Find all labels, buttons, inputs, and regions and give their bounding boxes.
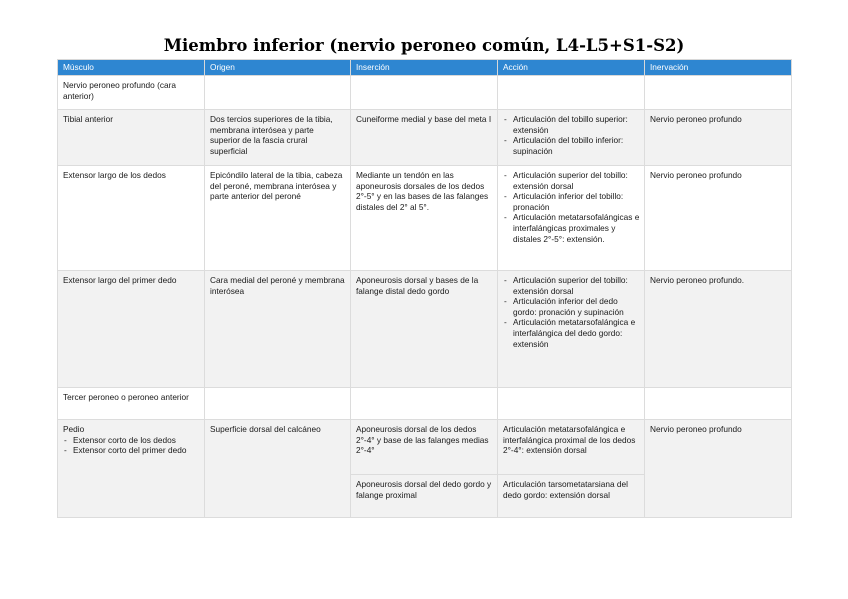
header-musculo: Músculo xyxy=(58,60,205,76)
header-accion: Acción xyxy=(498,60,645,76)
sub-cell-accion: Articulación tarsometatarsiana del dedo gordo: extensión dorsal xyxy=(503,479,628,500)
table-row xyxy=(58,388,792,420)
cell-inervacion: Nervio peroneo profundo xyxy=(645,110,792,166)
cell-insercion: Mediante un tendón en las aponeurosis dorsales de los dedos 2°-5° y en las bases de las falanges distales del 2° al 5°. xyxy=(351,166,498,271)
cell-inervacion: Nervio peroneo profundo xyxy=(645,420,792,518)
cell-inervacion xyxy=(645,388,792,420)
cell-origen xyxy=(205,388,351,420)
list-item: - Articulación inferior del dedo gordo: pronación y supinación xyxy=(503,296,640,317)
cell-insercion xyxy=(351,76,498,110)
muscle-table xyxy=(57,59,792,518)
list-item: - Articulación inferior del tobillo: pronación xyxy=(503,191,640,212)
cell-inervacion: Nervio peroneo profundo. xyxy=(645,271,792,388)
cell-insercion xyxy=(351,388,498,420)
table-row xyxy=(58,271,792,388)
cell-musculo: Tercer peroneo o peroneo anterior xyxy=(58,388,205,420)
cell-accion xyxy=(498,166,645,271)
cell-musculo: Extensor largo del primer dedo xyxy=(58,271,205,388)
cell-insercion: Cuneiforme medial y base del meta I xyxy=(351,110,498,166)
list-item: - Articulación superior del tobillo: extensión dorsal xyxy=(503,170,640,191)
cell-musculo: Tibial anterior xyxy=(58,110,205,166)
cell-musculo xyxy=(58,420,205,518)
table-row xyxy=(58,166,792,271)
list-item: - Articulación del tobillo inferior: supinación xyxy=(503,135,640,156)
list-item: - Articulación metatarsofalángicas e interfalángicas proximales y distales 2°-5°: extensión. xyxy=(503,212,640,244)
cell-origen: Dos tercios superiores de la tibia, membrana interósea y parte superior de la fascia crural superficial xyxy=(205,110,351,166)
list-item: - Extensor corto del primer dedo xyxy=(63,445,200,456)
cell-accion xyxy=(498,110,645,166)
list-item: - Articulación del tobillo superior: extensión xyxy=(503,114,640,135)
header-insercion: Inserción xyxy=(351,60,498,76)
cell-inervacion: Nervio peroneo profundo xyxy=(645,166,792,271)
cell-accion xyxy=(498,388,645,420)
cell-origen: Cara medial del peroné y membrana interósea xyxy=(205,271,351,388)
page-title: Miembro inferior (nervio peroneo común, L4-L5+S1-S2) xyxy=(163,36,685,55)
table-row xyxy=(58,110,792,166)
cell-origen: Epicóndilo lateral de la tibia, cabeza del peroné, membrana interósea y parte anterior del peroné xyxy=(205,166,351,271)
cell-insercion: Aponeurosis dorsal y bases de la falange distal dedo gordo xyxy=(351,271,498,388)
pedio-title: Pedio xyxy=(63,424,85,434)
cell-insercion xyxy=(351,420,498,518)
list-item: - Extensor corto de los dedos xyxy=(63,435,200,446)
table-header-row xyxy=(58,60,792,76)
table-row xyxy=(58,76,792,110)
header-origen: Origen xyxy=(205,60,351,76)
cell-accion xyxy=(498,76,645,110)
sub-cell-insercion: Aponeurosis dorsal de los dedos 2°-4° y base de las falanges medias 2°-4° xyxy=(351,420,497,475)
cell-musculo: Nervio peroneo profundo (cara anterior) xyxy=(58,76,205,110)
cell-inervacion xyxy=(645,76,792,110)
cell-musculo: Extensor largo de los dedos xyxy=(58,166,205,271)
cell-origen xyxy=(205,76,351,110)
cell-accion xyxy=(498,271,645,388)
cell-origen: Superficie dorsal del calcáneo xyxy=(205,420,351,518)
header-inervacion: Inervación xyxy=(645,60,792,76)
table-row-pedio xyxy=(58,420,792,518)
sub-cell-insercion: Aponeurosis dorsal del dedo gordo y falange proximal xyxy=(356,479,492,500)
list-item: - Articulación metatarsofalángica e interfalángica del dedo gordo: extensión xyxy=(503,317,640,349)
list-item: - Articulación superior del tobillo: extensión dorsal xyxy=(503,275,640,296)
cell-accion xyxy=(498,420,645,518)
sub-cell-accion: Articulación metatarsofalángica e interfalángica proximal de los dedos 2°-4°: extensión dorsal xyxy=(498,420,644,475)
